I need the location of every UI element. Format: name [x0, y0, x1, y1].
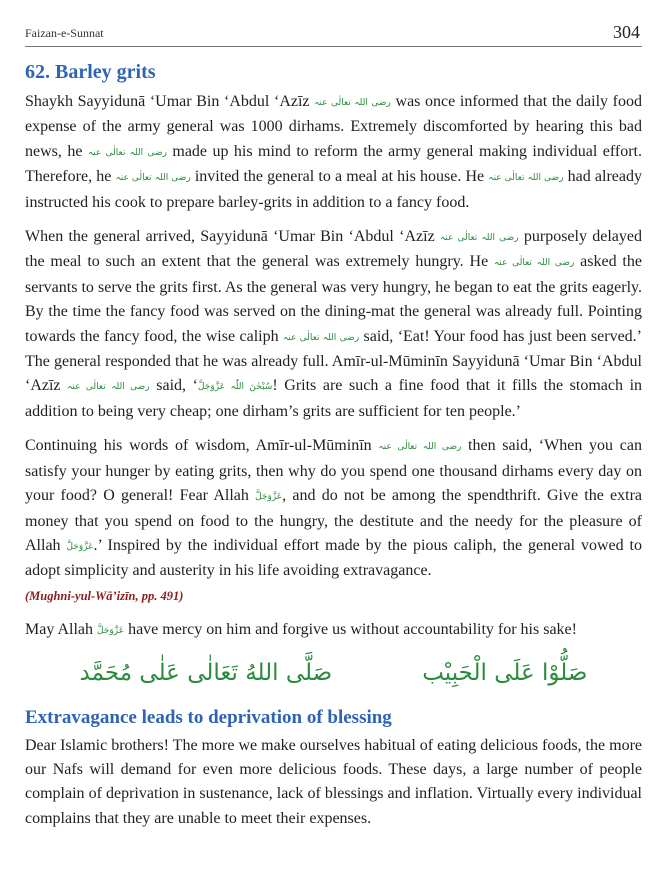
section-heading-barley-grits: 62. Barley grits	[25, 61, 156, 83]
honorific-glyph: رضی اللہ تعالٰی عنہ	[314, 98, 391, 108]
page-number: 304	[613, 22, 640, 42]
section-heading-extravagance: Extravagance leads to deprivation of blessing	[25, 706, 392, 728]
paragraph-4: May Allah عَزَّوَجَلَّ have mercy on him and forgive us without accountability for his sake!	[25, 621, 577, 639]
honorific-glyph: رضی اللہ تعالٰی عنہ	[87, 147, 167, 158]
paragraph-3: Continuing his words of wisdom, Amīr-ul-Mūminīn رضی اللہ تعالٰی عنہ then said, ‘When you can satisfy your hunger by eating grits, then why do you spend one thousand dirhams every day on your food? O general! Fear Allah عَزَّوَجَلَّ, and do not be among the spendthrift. Give the extra money that you spend on food to the hungry, the destitute and the needy for the pleasure of Allah عَزَّوَجَلَّ.’ Inspired by the individual effort made by the pious caliph, the general vowed to adopt simplicity and austerity in his life avoiding extravagance. (Mughni-yul-Wā’izīn, pp. 491)	[25, 437, 643, 603]
honorific-glyph: رضی اللہ تعالٰی عنہ	[488, 173, 564, 184]
page-header	[25, 14, 642, 44]
honorific-glyph: رضی اللہ تعالٰی عنہ	[67, 382, 150, 393]
citation: (Mughni-yul-Wā’izīn, pp. 491)	[25, 588, 184, 603]
honorific-glyph: رضی اللہ تعالٰی عنہ	[439, 233, 519, 244]
paragraph-5: Dear Islamic brothers! The more we make ourselves habitual of eating delicious foods, the more our Nafs will demand for even more delicious foods. These days, a large number of people complain of deprivation in sustenance, lack of blessings and inflation. Virtually every individual complains that they are unable to meet their expenses.	[25, 736, 642, 827]
header-divider	[25, 46, 642, 47]
honorific-glyph: رضی اللہ تعالٰی عنہ	[378, 442, 462, 453]
page-body	[25, 60, 642, 841]
honorific-glyph: رضی اللہ تعالٰی عنہ	[115, 173, 191, 184]
honorific-glyph: عَزَّوَجَلَّ	[97, 626, 125, 637]
honorific-glyph: رضی اللہ تعالٰی عنہ	[494, 258, 575, 269]
book-title: Faizan-e-Sunnat	[25, 26, 104, 40]
durood-left: صَلَّى اللهُ تَعَالٰى عَلٰى مُحَمَّد	[79, 659, 333, 686]
durood-right: صَلُّوْا عَلَى الْحَبِيْب	[422, 659, 588, 686]
paragraph-2: When the general arrived, Sayyidunā ‘Umar Bin ‘Abdul ‘Azīz رضی اللہ تعالٰی عنہ purposely delayed the meal to such an extent that the general was extremely hungry. He رضی اللہ تعالٰی عنہ asked the servants to serve the grits first. As the general was very hungry, he began to eat the grits eagerly. By the time the fancy food was served on the dining-mat the general was already full. Pointing towards the fancy food, the wise caliph رضی اللہ تعالٰی عنہ said, ‘Eat! Your food has just been served.’ The general responded that he was already full. Amīr-ul-Mūminīn Sayyidunā ‘Umar Bin ‘Abdul ‘Azīz رضی اللہ تعالٰی عنہ said, ‘سُبْحٰنَ اللّٰہ عَزَّوَجَلَّ! Grits are such a fine food that it fills the stomach in addition to being very cheap; one dirham’s grits are sufficient for ten people.’	[25, 228, 643, 420]
honorific-glyph: عَزَّوَجَلَّ	[66, 541, 94, 552]
subhanallah-glyph: سُبْحٰنَ اللّٰہ عَزَّوَجَلَّ	[197, 382, 273, 393]
paragraph-1: Shaykh Sayyidunā ‘Umar Bin ‘Abdul ‘Azīz رضی اللہ تعالٰی عنہ was once informed that the daily food expense of the army general was 1000 dirhams. Extremely discomforted by hearing this bad news, he رضی اللہ تعالٰی عنہ made up his mind to reform the army general making individual effort. Therefore, he رضی اللہ تعالٰی عنہ invited the general to a meal at his house. He رضی اللہ تعالٰی عنہ had already instructed his cook to prepare barley-grits in addition to a fancy food.	[25, 93, 643, 211]
honorific-glyph: عَزَّوَجَلَّ	[255, 492, 283, 503]
durood-line	[25, 654, 642, 700]
honorific-glyph: رضی اللہ تعالٰی عنہ	[283, 332, 360, 343]
